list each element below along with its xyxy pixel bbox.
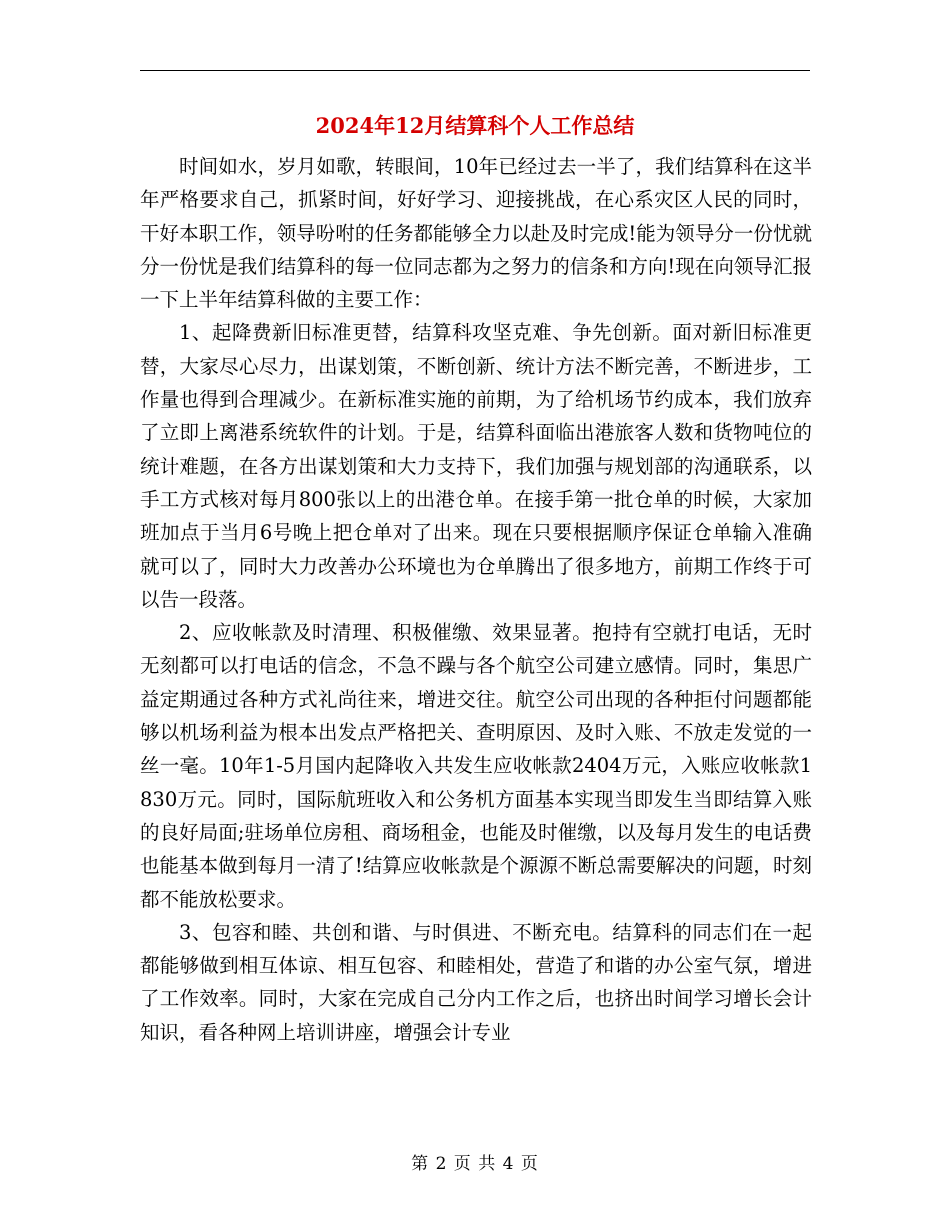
paragraph-item-2: 2、应收帐款及时清理、积极催缴、效果显著。抱持有空就打电话，无时无刻都可以打电话的信念，不急不躁与各个航空公司建立感情。同时，集思广益定期通过各种方式礼尚往来，增进交往。航空公司出现的各种拒付问题都能够以机场利益为根本出发点严格把关、查明原因、及时入账、不放走发觉的一丝一毫。10年1-5月国内起降收入共发生应收帐款2404万元，入账应收帐款1830万元。同时，国际航班收入和公务机方面基本实现当即发生当即结算入账的良好局面;驻场单位房租、商场租金，也能及时催缴，以及每月发生的电话费也能基本做到每月一清了!结算应收帐款是个源源不断总需要解决的问题，时刻都不能放松要求。: [140, 621, 812, 911]
header-rule: [140, 70, 810, 71]
document-body: [140, 150, 812, 1049]
paragraph-intro: 时间如水，岁月如歌，转眼间，10年已经过去一半了，我们结算科在这半年严格要求自己，抓紧时间，好好学习、迎接挑战，在心系灾区人民的同时，干好本职工作，领导吩咐的任务都能够全力以赴及时完成!能为领导分一份忧就分一份忧是我们结算科的每一位同志都为之努力的信条和方向!现在向领导汇报一下上半年结算科做的主要工作：: [140, 155, 812, 312]
paragraph-item-3: 3、包容和睦、共创和谐、与时俱进、不断充电。结算科的同志们在一起都能够做到相互体谅、相互包容、和睦相处，营造了和谐的办公室气氛，增进了工作效率。同时，大家在完成自己分内工作之后，也挤出时间学习增长会计知识，看各种网上培训讲座，增强会计专业: [140, 920, 812, 1044]
paragraph-item-1: 1、起降费新旧标准更替，结算科攻坚克难、争先创新。面对新旧标准更替，大家尽心尽力，出谋划策，不断创新、统计方法不断完善，不断进步，工作量也得到合理减少。在新标准实施的前期，为了给机场节约成本，我们放弃了立即上离港系统软件的计划。于是，结算科面临出港旅客人数和货物吨位的统计难题，在各方出谋划策和大力支持下，我们加强与规划部的沟通联系，以手工方式核对每月800张以上的出港仓单。在接手第一批仓单的时候，大家加班加点于当月6号晚上把仓单对了出来。现在只要根据顺序保证仓单输入准确就可以了，同时大力改善办公环境也为仓单腾出了很多地方，前期工作终于可以告一段落。: [140, 321, 812, 611]
page-number-footer: 第 2 页 共 4 页: [411, 1154, 539, 1174]
document-title: 2024年12月结算科个人工作总结: [315, 113, 635, 138]
